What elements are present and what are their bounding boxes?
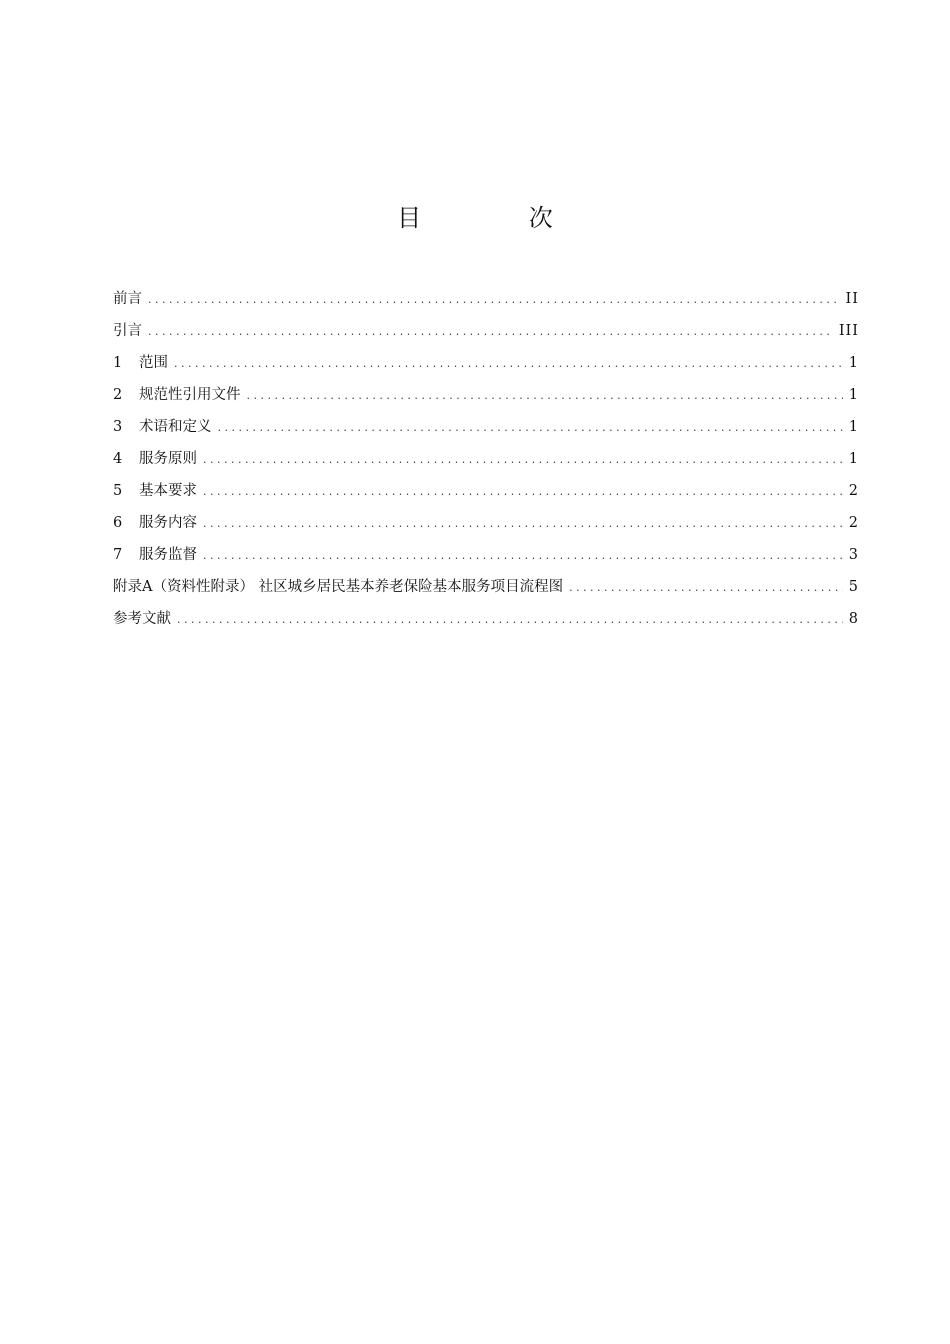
toc-dot-leader — [177, 603, 843, 636]
toc-entry-service-principles[interactable] — [113, 443, 859, 475]
toc-entry-bibliography[interactable] — [113, 603, 859, 635]
toc-dot-leader — [148, 315, 833, 348]
toc-entry-label: 前言 — [113, 291, 142, 307]
toc-entry-page: 1 — [848, 451, 859, 467]
toc-entry-number: 6 — [113, 515, 123, 531]
toc-entry-service-content[interactable] — [113, 507, 859, 539]
toc-dot-leader — [247, 379, 843, 412]
toc-entry-number: 5 — [113, 483, 123, 499]
toc-entry-number: 4 — [113, 451, 123, 467]
toc-entry-page: 3 — [848, 547, 859, 563]
toc-entry-page: 2 — [848, 515, 859, 531]
toc-entry-label: 术语和定义 — [139, 419, 212, 435]
toc-entry-normative-references[interactable] — [113, 379, 859, 411]
toc-entry-page: 1 — [848, 419, 859, 435]
page-title: 目 次 — [397, 204, 603, 232]
toc-entry-terms-definitions[interactable] — [113, 411, 859, 443]
toc-entry-label: 引言 — [113, 323, 142, 339]
toc-entry-page: 1 — [848, 355, 859, 371]
toc-entry-label: 规范性引用文件 — [139, 387, 241, 403]
toc-entry-page: 5 — [848, 579, 859, 595]
toc-entry-label: 服务原则 — [139, 451, 197, 467]
toc-entry-service-supervision[interactable] — [113, 539, 859, 571]
toc-entry-scope[interactable] — [113, 347, 859, 379]
toc-entry-basic-requirements[interactable] — [113, 475, 859, 507]
toc-entry-label: 服务监督 — [139, 547, 197, 563]
toc-entry-foreword[interactable] — [113, 283, 859, 315]
toc-entry-page: II — [845, 291, 859, 307]
toc-dot-leader — [174, 347, 843, 380]
toc-dot-leader — [569, 571, 843, 604]
toc-dot-leader — [203, 475, 843, 508]
toc-entry-number: 1 — [113, 355, 123, 371]
toc-entry-page: 8 — [848, 611, 859, 627]
toc-entry-page: 2 — [848, 483, 859, 499]
toc-entry-label: 服务内容 — [139, 515, 197, 531]
toc-entry-label: 范围 — [139, 355, 168, 371]
toc-dot-leader — [203, 539, 843, 572]
toc-dot-leader — [203, 443, 843, 476]
toc-entry-number: 3 — [113, 419, 123, 435]
toc-entry-page: 1 — [848, 387, 859, 403]
toc-entry-number: 2 — [113, 387, 123, 403]
toc-entry-label: 参考文献 — [113, 611, 171, 627]
toc-entry-introduction[interactable] — [113, 315, 859, 347]
toc-entry-number: 7 — [113, 547, 123, 563]
toc-entry-appendix-a[interactable] — [113, 571, 859, 603]
table-of-contents — [113, 283, 859, 635]
toc-dot-leader — [203, 507, 843, 540]
toc-dot-leader — [148, 283, 840, 316]
toc-entry-label: 基本要求 — [139, 483, 197, 499]
toc-dot-leader — [218, 411, 843, 444]
toc-entry-label: 附录A（资料性附录） 社区城乡居民基本养老保险基本服务项目流程图 — [113, 579, 564, 595]
toc-entry-page: III — [838, 323, 859, 339]
